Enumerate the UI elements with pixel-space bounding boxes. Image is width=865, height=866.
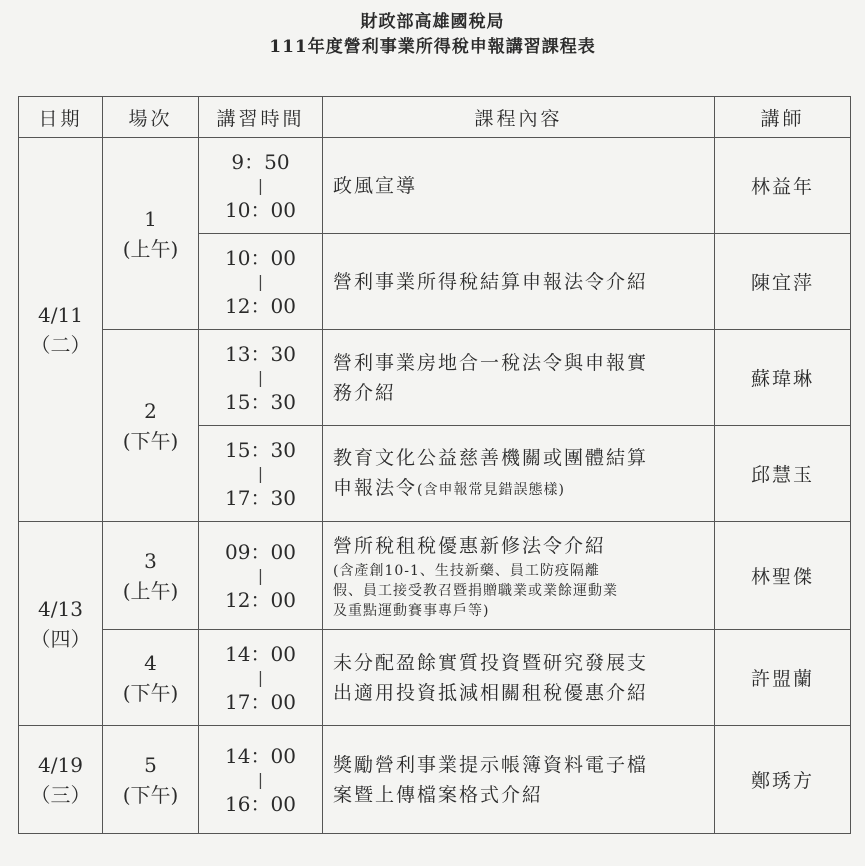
lecturer-cell: 鄭琇方 (715, 726, 851, 834)
course-title-line2: 出適用投資抵減相關租稅優惠介紹 (333, 681, 649, 704)
lecturer-cell: 林益年 (715, 138, 851, 234)
time-end: 16：00 (225, 791, 296, 816)
course-note-line3: 及重點運動賽事專戶等) (333, 602, 490, 619)
column-header-session: 場次 (103, 97, 199, 138)
time-separator: | (257, 667, 264, 687)
time-end: 12：00 (225, 293, 296, 318)
session-number: 3 (144, 548, 157, 573)
course-title-line2-wrap (333, 473, 706, 505)
course-title-line2: 務介紹 (333, 381, 397, 404)
time-cell (199, 330, 323, 426)
time-start: 10：00 (225, 245, 296, 270)
time-separator: | (257, 463, 264, 483)
table-row (19, 522, 851, 630)
lecturer-cell: 陳宜萍 (715, 234, 851, 330)
time-cell (199, 426, 323, 522)
session-period: (下午) (122, 428, 179, 453)
course-cell (323, 522, 715, 630)
document-title: 111年度營利事業所得稅申報講習課程表 (269, 37, 596, 57)
time-separator: | (257, 175, 264, 195)
lecturer-cell: 蘇瑋琳 (715, 330, 851, 426)
session-period: (下午) (122, 680, 179, 705)
course-title-line2: 申報法令 (333, 476, 418, 499)
header-row (19, 97, 851, 138)
session-cell (103, 630, 199, 726)
time-start: 15：30 (225, 437, 296, 462)
session-cell (103, 522, 199, 630)
time-cell (199, 726, 323, 834)
session-period: (下午) (122, 782, 179, 807)
course-cell (323, 330, 715, 426)
time-cell (199, 138, 323, 234)
column-header-date: 日期 (19, 97, 103, 138)
course-title: 營所稅租稅優惠新修法令介紹 (333, 534, 607, 557)
course-note: (含申報常見錯誤態樣) (417, 481, 565, 498)
time-cell (199, 630, 323, 726)
time-start: 09：00 (225, 539, 296, 564)
time-end: 17：00 (225, 689, 296, 714)
session-cell (103, 726, 199, 834)
time-separator: | (257, 367, 264, 387)
date-cell (19, 726, 103, 834)
course-title-line1: 未分配盈餘實質投資暨研究發展支 (333, 651, 649, 674)
course-title-line1: 獎勵營利事業提示帳簿資料電子檔 (333, 753, 649, 776)
course-note-line2: 假、員工接受教召暨捐贈職業或業餘運動業 (333, 582, 618, 599)
lecturer-cell: 邱慧玉 (715, 426, 851, 522)
table-row (19, 630, 851, 726)
time-cell (199, 234, 323, 330)
session-period: (上午) (122, 578, 179, 603)
time-start: 13：30 (225, 341, 296, 366)
time-end: 17：30 (225, 485, 296, 510)
course-note-line1: (含產創10-1、生技新藥、員工防疫隔離 (333, 562, 600, 579)
time-end: 12：00 (225, 587, 296, 612)
lecturer-cell: 許盟蘭 (715, 630, 851, 726)
date-cell (19, 522, 103, 726)
document-header (0, 10, 865, 60)
time-separator: | (257, 769, 264, 789)
time-separator: | (257, 565, 264, 585)
course-cell (323, 726, 715, 834)
time-end: 10：00 (225, 197, 296, 222)
column-header-lecturer: 講師 (715, 97, 851, 138)
lecturer-cell: 林聖傑 (715, 522, 851, 630)
schedule-table (18, 96, 851, 834)
time-cell (199, 522, 323, 630)
date-value: 4/13 (38, 596, 83, 621)
table-row (19, 330, 851, 426)
time-start: 14：00 (225, 641, 296, 666)
column-header-time: 講習時間 (199, 97, 323, 138)
time-start: 9：50 (231, 149, 290, 174)
table-row (19, 726, 851, 834)
session-number: 5 (144, 752, 157, 777)
time-separator: | (257, 271, 264, 291)
session-number: 1 (144, 206, 157, 231)
column-header-course: 課程內容 (323, 97, 715, 138)
course-title: 政風宣導 (333, 174, 418, 197)
course-cell (323, 138, 715, 234)
weekday-value: （三） (30, 782, 91, 807)
session-number: 2 (144, 398, 157, 423)
time-end: 15：30 (225, 389, 296, 414)
session-cell (103, 138, 199, 330)
course-title-line2: 案暨上傳檔案格式介紹 (333, 783, 544, 806)
date-value: 4/11 (38, 302, 83, 327)
session-cell (103, 330, 199, 522)
table-row (19, 138, 851, 234)
course-cell (323, 426, 715, 522)
course-cell (323, 630, 715, 726)
course-cell (323, 234, 715, 330)
date-value: 4/19 (38, 752, 83, 777)
course-title-line1: 營利事業房地合一稅法令與申報實 (333, 351, 649, 374)
course-title-line1: 教育文化公益慈善機關或團體結算 (333, 446, 649, 469)
weekday-value: （四） (30, 626, 91, 651)
date-cell (19, 138, 103, 522)
session-period: (上午) (122, 236, 179, 261)
weekday-value: （二） (30, 332, 91, 357)
time-start: 14：00 (225, 743, 296, 768)
session-number: 4 (144, 650, 157, 675)
course-title: 營利事業所得稅結算申報法令介紹 (333, 270, 649, 293)
organization-name: 財政部高雄國稅局 (360, 12, 505, 32)
